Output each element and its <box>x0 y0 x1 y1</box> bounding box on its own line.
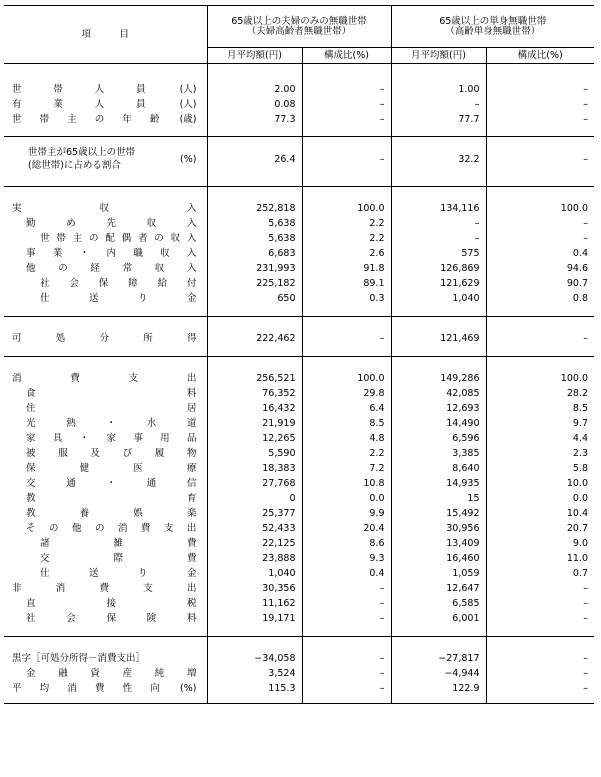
expense-row <box>4 597 594 612</box>
single-ratio-header: 構成比(%) <box>486 48 594 64</box>
expense-row <box>4 417 594 432</box>
share-label-line1: 世帯主が65歳以上の世帯 <box>28 147 136 158</box>
single-ratio-value: – <box>486 232 594 247</box>
couple-ratio-value: – <box>302 597 391 612</box>
expense-row <box>4 612 594 627</box>
couple-ratio-value: 8.6 <box>302 537 391 552</box>
couple-monthly-value: 256,521 <box>207 372 302 387</box>
single-ratio-value: – <box>486 667 594 682</box>
couple-monthly-value: 76,352 <box>207 387 302 402</box>
row-label <box>4 477 207 492</box>
couple-monthly-value: 252,818 <box>207 202 302 217</box>
single-monthly-value: 12,647 <box>391 582 486 597</box>
table-bottom-row <box>4 697 594 704</box>
share-unit: (%) <box>180 154 197 166</box>
balance-row <box>4 667 594 682</box>
couple-monthly-value: 23,888 <box>207 552 302 567</box>
single-monthly-value: – <box>391 217 486 232</box>
spacer-row <box>4 323 594 332</box>
couple-ratio-value: – <box>302 582 391 597</box>
share-label-lines <box>28 147 135 173</box>
item-header: 項 目 <box>4 6 207 64</box>
income-row <box>4 262 594 277</box>
single-ratio-value: – <box>486 612 594 627</box>
single-monthly-value: 122.9 <box>391 682 486 697</box>
row-label <box>4 217 207 232</box>
row-label <box>4 447 207 462</box>
row-label <box>4 582 207 597</box>
row-label <box>4 232 207 247</box>
household-row <box>4 82 594 97</box>
balance-row <box>4 682 594 697</box>
row-label-text: 教 養 娯 楽 <box>26 508 197 520</box>
household-row <box>4 97 594 112</box>
couple-title-line1: 65歳以上の夫婦のみの無職世帯 <box>231 16 367 27</box>
single-monthly-value: 14,935 <box>391 477 486 492</box>
single-monthly-value: 32.2 <box>391 143 486 177</box>
row-label <box>4 387 207 402</box>
single-ratio-value: 20.7 <box>486 522 594 537</box>
couple-ratio-value: – <box>302 612 391 627</box>
single-ratio-value: 5.8 <box>486 462 594 477</box>
expense-row <box>4 432 594 447</box>
spacer-row <box>4 177 594 187</box>
row-label-text: 被 服 及 び 履 物 <box>26 448 197 460</box>
single-monthly-value: 30,956 <box>391 522 486 537</box>
couple-monthly-value: 11,162 <box>207 597 302 612</box>
row-label <box>4 682 207 697</box>
row-label-text: 諸 雑 費 <box>40 538 197 550</box>
income-row <box>4 247 594 262</box>
couple-monthly-value: 2.00 <box>207 82 302 97</box>
couple-monthly-header: 月平均額(円) <box>207 48 302 64</box>
row-label-text: 他 の 経 常 収 入 <box>26 263 197 275</box>
couple-ratio-value: – <box>302 143 391 177</box>
couple-ratio-value: – <box>302 97 391 112</box>
row-label-text: 交 通 ・ 通 信 <box>26 478 197 490</box>
table-body <box>4 64 594 704</box>
expense-row <box>4 507 594 522</box>
single-monthly-value: 15 <box>391 492 486 507</box>
single-monthly-value: 6,596 <box>391 432 486 447</box>
single-monthly-value: 6,001 <box>391 612 486 627</box>
row-label <box>4 262 207 277</box>
expense-row <box>4 522 594 537</box>
single-ratio-value: 11.0 <box>486 552 594 567</box>
couple-monthly-value: 5,638 <box>207 217 302 232</box>
single-monthly-value: 1,040 <box>391 292 486 307</box>
row-label-text: 可 処 分 所 得 <box>12 333 197 345</box>
single-monthly-value: 121,469 <box>391 332 486 347</box>
row-label <box>4 372 207 387</box>
couple-monthly-value: 0.08 <box>207 97 302 112</box>
single-monthly-value: 1,059 <box>391 567 486 582</box>
couple-monthly-value: 3,524 <box>207 667 302 682</box>
single-ratio-value: 2.3 <box>486 447 594 462</box>
expense-row <box>4 582 594 597</box>
share-label <box>4 143 207 177</box>
couple-monthly-value: 16,432 <box>207 402 302 417</box>
single-ratio-value: – <box>486 97 594 112</box>
row-label <box>4 462 207 477</box>
single-monthly-value: 3,385 <box>391 447 486 462</box>
row-label-text: 世 帯 人 員 (人) <box>12 83 197 95</box>
row-label-text: 世 帯 主 の 年 齢 (歳) <box>12 113 197 125</box>
couple-ratio-value: – <box>302 667 391 682</box>
single-monthly-value: 13,409 <box>391 537 486 552</box>
row-label <box>4 597 207 612</box>
row-label-text: 平 均 消 費 性 向 (%) <box>12 683 197 695</box>
row-label-text: そ の 他 の 消 費 支 出 <box>26 523 197 535</box>
couple-monthly-value: 25,377 <box>207 507 302 522</box>
row-label <box>4 97 207 112</box>
row-label-text: 非 消 費 支 出 <box>12 583 197 595</box>
row-label-text: 仕 送 り 金 <box>40 568 197 580</box>
single-monthly-value: 1.00 <box>391 82 486 97</box>
row-label <box>4 82 207 97</box>
single-monthly-value: 8,640 <box>391 462 486 477</box>
row-label <box>4 332 207 347</box>
row-label-text: 直 接 税 <box>26 598 197 610</box>
couple-monthly-value: 1,040 <box>207 567 302 582</box>
row-label-text: 事 業 ・ 内 職 収 入 <box>26 248 197 260</box>
single-monthly-header: 月平均額(円) <box>391 48 486 64</box>
single-monthly-value: 6,585 <box>391 597 486 612</box>
single-monthly-value: – <box>391 232 486 247</box>
couple-monthly-value: 0 <box>207 492 302 507</box>
single-monthly-value: 77.7 <box>391 112 486 127</box>
expense-row <box>4 552 594 567</box>
spacer-row <box>4 643 594 652</box>
couple-ratio-value: 89.1 <box>302 277 391 292</box>
couple-ratio-value: 100.0 <box>302 202 391 217</box>
single-household-header <box>391 6 594 48</box>
couple-ratio-value: 10.8 <box>302 477 391 492</box>
couple-ratio-value: 0.4 <box>302 567 391 582</box>
row-label <box>4 612 207 627</box>
couple-ratio-header: 構成比(%) <box>302 48 391 64</box>
couple-ratio-value: – <box>302 682 391 697</box>
spacer-row <box>4 307 594 317</box>
row-label <box>4 567 207 582</box>
single-ratio-value: 0.8 <box>486 292 594 307</box>
single-monthly-value: −4,944 <box>391 667 486 682</box>
single-ratio-value: 28.2 <box>486 387 594 402</box>
row-label <box>4 202 207 217</box>
couple-ratio-value: 7.2 <box>302 462 391 477</box>
income-row <box>4 232 594 247</box>
single-ratio-value: 9.0 <box>486 537 594 552</box>
single-monthly-value: 149,286 <box>391 372 486 387</box>
single-monthly-value: 575 <box>391 247 486 262</box>
single-ratio-value: 90.7 <box>486 277 594 292</box>
row-label-text: 食 料 <box>26 388 197 400</box>
single-ratio-value: – <box>486 652 594 667</box>
single-monthly-value: 134,116 <box>391 202 486 217</box>
couple-monthly-value: 225,182 <box>207 277 302 292</box>
spacer-row <box>4 64 594 74</box>
couple-monthly-value: 5,638 <box>207 232 302 247</box>
disposable-income-row <box>4 332 594 347</box>
single-ratio-value: – <box>486 682 594 697</box>
row-label-text: 住 居 <box>26 403 197 415</box>
single-ratio-value: – <box>486 112 594 127</box>
couple-monthly-value: 27,768 <box>207 477 302 492</box>
couple-household-header <box>207 6 391 48</box>
couple-ratio-value: 2.2 <box>302 217 391 232</box>
couple-ratio-value: – <box>302 332 391 347</box>
couple-title-line2: （夫婦高齢者無職世帯） <box>246 25 352 37</box>
household-income-expenditure-table <box>4 5 594 704</box>
single-monthly-value: 15,492 <box>391 507 486 522</box>
row-label <box>4 432 207 447</box>
couple-monthly-value: 222,462 <box>207 332 302 347</box>
couple-monthly-value: 5,590 <box>207 447 302 462</box>
couple-monthly-value: 6,683 <box>207 247 302 262</box>
row-label-text: 社 会 保 障 給 付 <box>40 278 197 290</box>
couple-ratio-value: – <box>302 82 391 97</box>
couple-ratio-value: – <box>302 112 391 127</box>
couple-monthly-value: 22,125 <box>207 537 302 552</box>
row-unit: (歳) <box>179 113 197 125</box>
single-ratio-value: – <box>486 217 594 232</box>
row-label <box>4 552 207 567</box>
single-ratio-value: 0.0 <box>486 492 594 507</box>
couple-ratio-value: 2.2 <box>302 232 391 247</box>
row-label <box>4 277 207 292</box>
row-label <box>4 522 207 537</box>
expense-row <box>4 477 594 492</box>
row-label <box>4 667 207 682</box>
income-row <box>4 292 594 307</box>
row-unit: (%) <box>180 683 197 695</box>
row-unit: (人) <box>179 83 197 95</box>
couple-monthly-value: 77.3 <box>207 112 302 127</box>
couple-ratio-value: 91.8 <box>302 262 391 277</box>
row-label-text: 光 熱 ・ 水 道 <box>26 418 197 430</box>
spacer-row <box>4 627 594 637</box>
row-label <box>4 247 207 262</box>
spacer-row <box>4 347 594 357</box>
row-label-text: 世 帯 主 の 配 偶 者 の 収 入 <box>40 233 197 245</box>
single-ratio-value: – <box>486 82 594 97</box>
row-label <box>4 402 207 417</box>
row-label <box>4 112 207 127</box>
row-label-text: 教 育 <box>26 493 197 505</box>
couple-monthly-value: 19,171 <box>207 612 302 627</box>
couple-monthly-value: 12,265 <box>207 432 302 447</box>
couple-ratio-value: 29.8 <box>302 387 391 402</box>
row-label <box>4 652 207 667</box>
row-label-text: 家 具 ・ 家 事 用 品 <box>26 433 197 445</box>
row-label-text: 消 費 支 出 <box>12 373 197 385</box>
couple-monthly-value: 231,993 <box>207 262 302 277</box>
expense-row <box>4 402 594 417</box>
single-monthly-value: 121,629 <box>391 277 486 292</box>
single-title-line1: 65歳以上の単身無職世帯 <box>439 16 547 27</box>
balance-row <box>4 652 594 667</box>
expense-row <box>4 372 594 387</box>
row-label-text: 社 会 保 険 料 <box>26 613 197 625</box>
couple-ratio-value: – <box>302 652 391 667</box>
spacer-row <box>4 363 594 372</box>
income-row <box>4 202 594 217</box>
single-ratio-value: 0.7 <box>486 567 594 582</box>
single-monthly-value: −27,817 <box>391 652 486 667</box>
row-label <box>4 417 207 432</box>
expense-row <box>4 567 594 582</box>
single-monthly-value: 14,490 <box>391 417 486 432</box>
single-monthly-value: 126,869 <box>391 262 486 277</box>
expense-row <box>4 387 594 402</box>
couple-monthly-value: 115.3 <box>207 682 302 697</box>
row-label <box>4 292 207 307</box>
household-row <box>4 112 594 127</box>
couple-monthly-value: 26.4 <box>207 143 302 177</box>
row-label-text: 仕 送 り 金 <box>40 293 197 305</box>
single-ratio-value: – <box>486 582 594 597</box>
couple-monthly-value: −34,058 <box>207 652 302 667</box>
single-monthly-value: 16,460 <box>391 552 486 567</box>
expense-row <box>4 447 594 462</box>
spacer-row <box>4 193 594 202</box>
row-label <box>4 537 207 552</box>
single-ratio-value: 4.4 <box>486 432 594 447</box>
spacer-row <box>4 73 594 82</box>
single-monthly-value: 12,693 <box>391 402 486 417</box>
share-row <box>4 143 594 177</box>
single-ratio-value: 94.6 <box>486 262 594 277</box>
spacer-row <box>4 127 594 137</box>
income-row <box>4 217 594 232</box>
row-unit: (人) <box>179 98 197 110</box>
share-label-line2: (総世帯)に占める割合 <box>28 159 121 171</box>
single-ratio-value: 100.0 <box>486 202 594 217</box>
single-ratio-value: – <box>486 597 594 612</box>
row-label-text: 黒字［可処分所得－消費支出］ <box>12 653 146 665</box>
income-row <box>4 277 594 292</box>
expense-row <box>4 462 594 477</box>
single-ratio-value: – <box>486 143 594 177</box>
single-monthly-value: 42,085 <box>391 387 486 402</box>
single-ratio-value: 9.7 <box>486 417 594 432</box>
row-label <box>4 492 207 507</box>
row-label-text: 有 業 人 員 (人) <box>12 98 197 110</box>
expense-row <box>4 537 594 552</box>
couple-ratio-value: 2.6 <box>302 247 391 262</box>
couple-monthly-value: 650 <box>207 292 302 307</box>
couple-monthly-value: 52,433 <box>207 522 302 537</box>
row-label <box>4 507 207 522</box>
couple-ratio-value: 20.4 <box>302 522 391 537</box>
expense-row <box>4 492 594 507</box>
row-label-text: 保 健 医 療 <box>26 463 197 475</box>
single-monthly-value: – <box>391 97 486 112</box>
single-ratio-value: – <box>486 332 594 347</box>
couple-monthly-value: 18,383 <box>207 462 302 477</box>
couple-ratio-value: 4.8 <box>302 432 391 447</box>
row-label-text: 交 際 費 <box>40 553 197 565</box>
couple-ratio-value: 0.3 <box>302 292 391 307</box>
single-ratio-value: 0.4 <box>486 247 594 262</box>
couple-monthly-value: 30,356 <box>207 582 302 597</box>
share-label-box <box>4 143 207 177</box>
couple-ratio-value: 9.3 <box>302 552 391 567</box>
single-ratio-value: 10.4 <box>486 507 594 522</box>
single-title-line2: （高齢単身無職世帯） <box>445 25 541 37</box>
row-label-text: 勤 め 先 収 入 <box>26 218 197 230</box>
couple-monthly-value: 21,919 <box>207 417 302 432</box>
couple-ratio-value: 2.2 <box>302 447 391 462</box>
couple-ratio-value: 9.9 <box>302 507 391 522</box>
row-label-text: 金 融 資 産 純 増 <box>26 668 197 680</box>
couple-ratio-value: 0.0 <box>302 492 391 507</box>
single-ratio-value: 8.5 <box>486 402 594 417</box>
couple-ratio-value: 100.0 <box>302 372 391 387</box>
single-ratio-value: 100.0 <box>486 372 594 387</box>
couple-ratio-value: 8.5 <box>302 417 391 432</box>
row-label-text: 実 収 入 <box>12 203 197 215</box>
couple-ratio-value: 6.4 <box>302 402 391 417</box>
single-ratio-value: 10.0 <box>486 477 594 492</box>
